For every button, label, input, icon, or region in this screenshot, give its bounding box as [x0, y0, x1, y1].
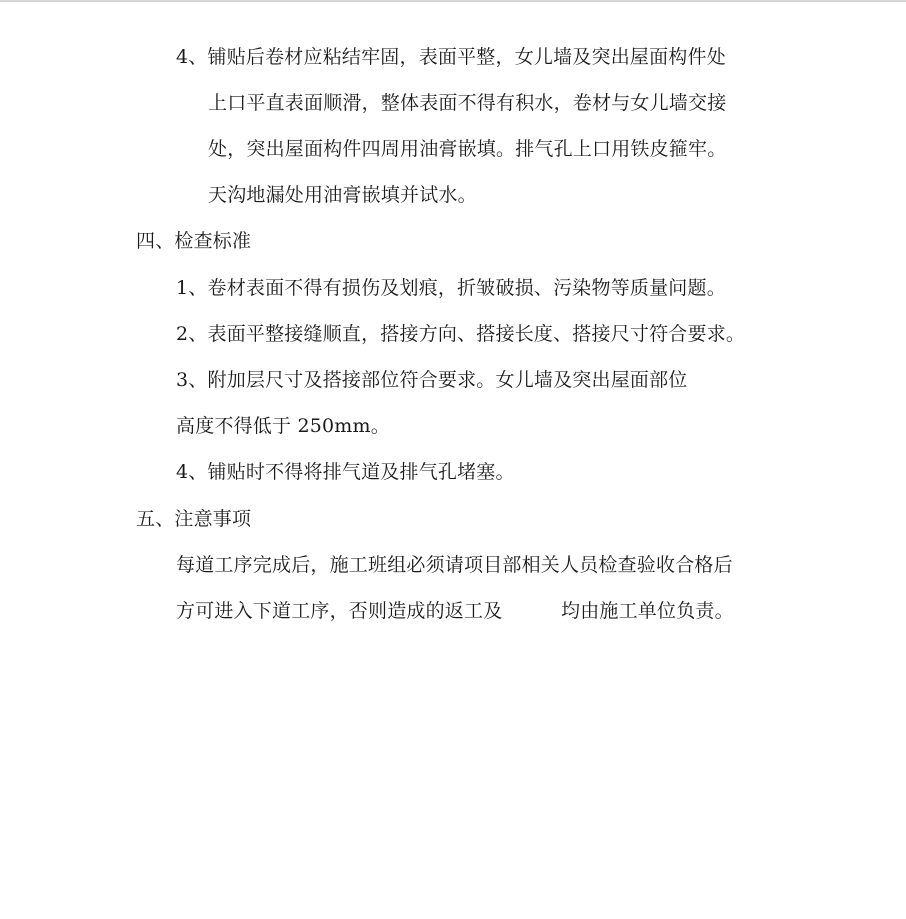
section4-item3-line2: 高度不得低于 250mm。	[176, 415, 390, 437]
section4-item2: 2、表面平整接缝顺直，搭接方向、搭接长度、搭接尺寸符合要求。	[176, 323, 746, 345]
section5-paragraph-line2-part1: 方可进入下道工序，否则造成的返工及	[176, 600, 503, 622]
section3-item4-line4: 天沟地漏处用油膏嵌填并试水。	[208, 184, 477, 206]
section3-item4-line3: 处，突出屋面构件四周用油膏嵌填。排气孔上口用铁皮箍牢。	[208, 138, 727, 160]
section5-heading: 五、注意事项	[136, 508, 252, 530]
section3-item4-line2: 上口平直表面顺滑，整体表面不得有积水，卷材与女儿墙交接	[208, 92, 727, 114]
section4-item1: 1、卷材表面不得有损伤及划痕，折皱破损、污染物等质量问题。	[176, 277, 726, 299]
page-top-border	[0, 0, 906, 2]
section4-item4: 4、铺贴时不得将排气道及排气孔堵塞。	[176, 461, 515, 483]
section4-heading: 四、检查标准	[136, 230, 252, 252]
section3-item4-line1: 4、铺贴后卷材应粘结牢固，表面平整，女儿墙及突出屋面构件处	[176, 46, 726, 68]
section5-paragraph-line1: 每道工序完成后，施工班组必须请项目部相关人员检查验收合格后	[176, 554, 733, 576]
section5-paragraph-line2-part2: 均由施工单位负责。	[561, 600, 734, 622]
section4-item3-line1: 3、附加层尺寸及搭接部位符合要求。女儿墙及突出屋面部位	[176, 369, 688, 391]
